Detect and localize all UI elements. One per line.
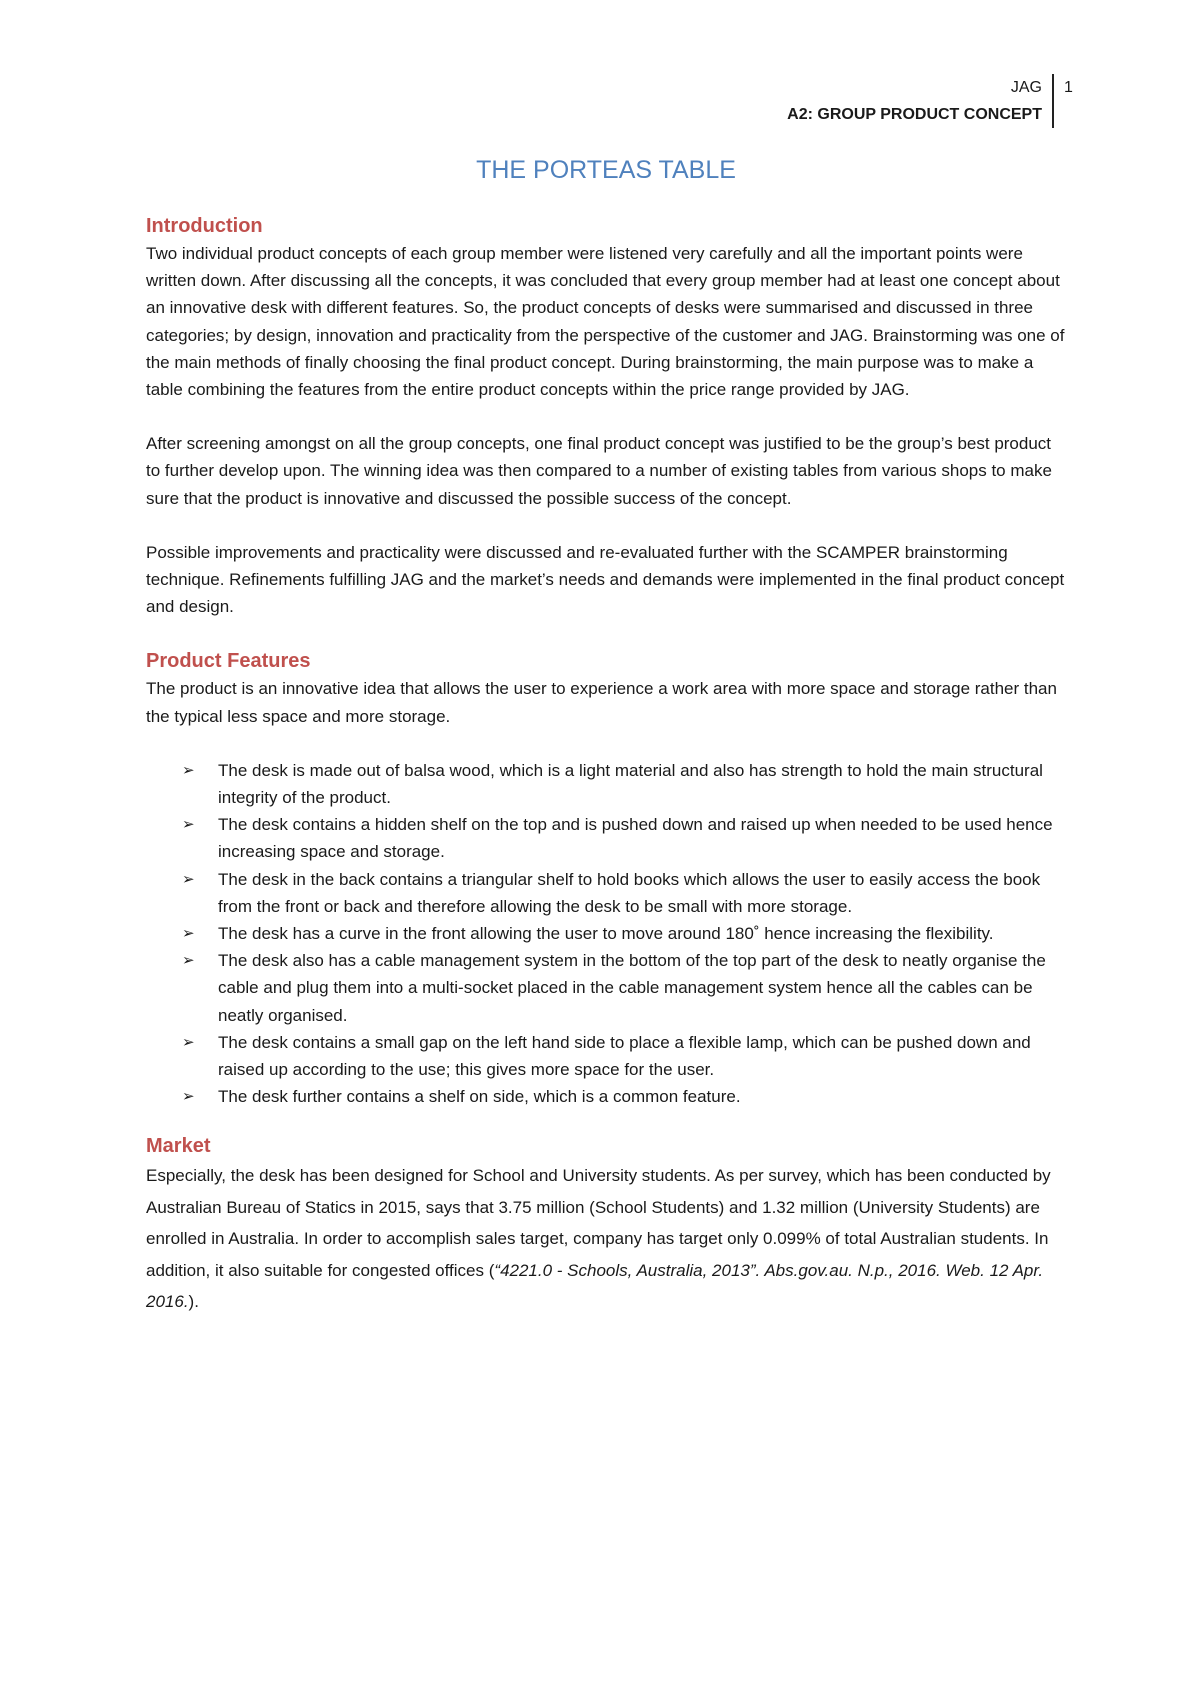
list-item bbox=[146, 866, 1066, 920]
list-item-text: The desk further contains a shelf on side, which is a common feature. bbox=[218, 1087, 741, 1107]
header-org: JAG bbox=[1010, 79, 1042, 96]
arrow-bullet-icon: ➢ bbox=[182, 925, 195, 943]
introduction-paragraph: After screening amongst on all the group concepts, one final product concept was justified to be the group’s best product to further develop upon. The winning idea was then compared to a number of existing tables from various shops to make sure that the product is innovative and discussed the possible success of the concept. bbox=[146, 434, 1052, 508]
list-item-text: The desk contains a small gap on the left hand side to place a flexible lamp, which can be pushed down and raised up according to the use; this gives more space for the user. bbox=[218, 1032, 1031, 1080]
list-item-text: The desk in the back contains a triangular shelf to hold books which allows the user to easily access the book from the front or back and therefore allowing the desk to be small with more storage. bbox=[218, 869, 1041, 916]
market-citation: “4221.0 - Schools, Australia, 2013”. Abs.gov.au. N.p., 2016. Web. 12 Apr. 2016. bbox=[146, 1260, 1044, 1312]
page-number: 1 bbox=[1064, 79, 1073, 96]
market-closing: ). bbox=[188, 1292, 199, 1312]
arrow-bullet-icon: ➢ bbox=[182, 952, 195, 970]
market-section bbox=[146, 1132, 1066, 1318]
arrow-bullet-icon: ➢ bbox=[182, 816, 195, 834]
list-item-text: The desk also has a cable management system in the bottom of the top part of the desk to neatly organise the cable and plug them into a multi-socket placed in the cable management system hence all the cables can be neatly organised. bbox=[218, 951, 1046, 1025]
introduction-paragraph: Two individual product concepts of each group member were listened very carefully and all the important points were written down. After discussing all the concepts, it was concluded that every group member had at least one concept about an innovative desk with different features. So, the product concepts of desks were summarised and discussed in three categories; by design, innovation and practicality from the perspective of the customer and JAG. Brainstorming was one of the main methods of finally choosing the final product concept. During brainstorming, the main purpose was to make a table combining the features from the entire product concepts within the price range provided by JAG. bbox=[146, 244, 1065, 400]
list-item-text: The desk is made out of balsa wood, which is a light material and also has strength to hold the main structural integrity of the product. bbox=[218, 760, 1043, 808]
list-item bbox=[146, 1083, 1066, 1110]
features-list bbox=[146, 757, 1066, 1111]
introduction-paragraph: Possible improvements and practicality were discussed and re-evaluated further with the SCAMPER brainstorming technique. Refinements fulfilling JAG and the market’s needs and demands were implemented in the final product concept and design. bbox=[146, 542, 1065, 617]
introduction-heading: Introduction bbox=[146, 215, 263, 237]
arrow-bullet-icon: ➢ bbox=[182, 761, 195, 779]
header-doc-title: A2: GROUP PRODUCT CONCEPT bbox=[787, 106, 1042, 123]
list-item-text: The desk contains a hidden shelf on the top and is pushed down and raised up when needed to be used hence increasing space and storage. bbox=[218, 815, 1053, 862]
list-item-text: The desk has a curve in the front allowing the user to move around 180˚ hence increasing the flexibility. bbox=[218, 924, 994, 944]
arrow-bullet-icon: ➢ bbox=[182, 1088, 195, 1106]
arrow-bullet-icon: ➢ bbox=[182, 870, 195, 888]
product-features-intro: The product is an innovative idea that allows the user to experience a work area with more space and storage rather than the typical less space and more storage. bbox=[146, 679, 1057, 726]
document-title: THE PORTEAS TABLE bbox=[476, 156, 736, 184]
document-body bbox=[146, 150, 1066, 1345]
market-paragraph bbox=[146, 1160, 1066, 1318]
market-heading: Market bbox=[146, 1135, 211, 1158]
list-item bbox=[146, 947, 1066, 1029]
product-features-section bbox=[146, 647, 1066, 1110]
arrow-bullet-icon: ➢ bbox=[182, 1033, 195, 1051]
list-item bbox=[146, 811, 1066, 865]
page-header bbox=[787, 74, 1054, 128]
market-text: Especially, the desk has been designed for School and University students. As per survey, which has been conducted by Australian Bureau of Statics in 2015, says that 3.75 million (School Students) and 1.32 million (University Students) are enrolled in Australia. In order to accomplish sales target, company has target only 0.099% of total Australian students. In addition, it also suitable for congested offices ( bbox=[146, 1166, 1051, 1280]
list-item bbox=[146, 920, 1066, 947]
product-features-heading: Product Features bbox=[146, 650, 311, 673]
introduction-section bbox=[146, 212, 1066, 620]
list-item bbox=[146, 757, 1066, 811]
list-item bbox=[146, 1029, 1066, 1083]
